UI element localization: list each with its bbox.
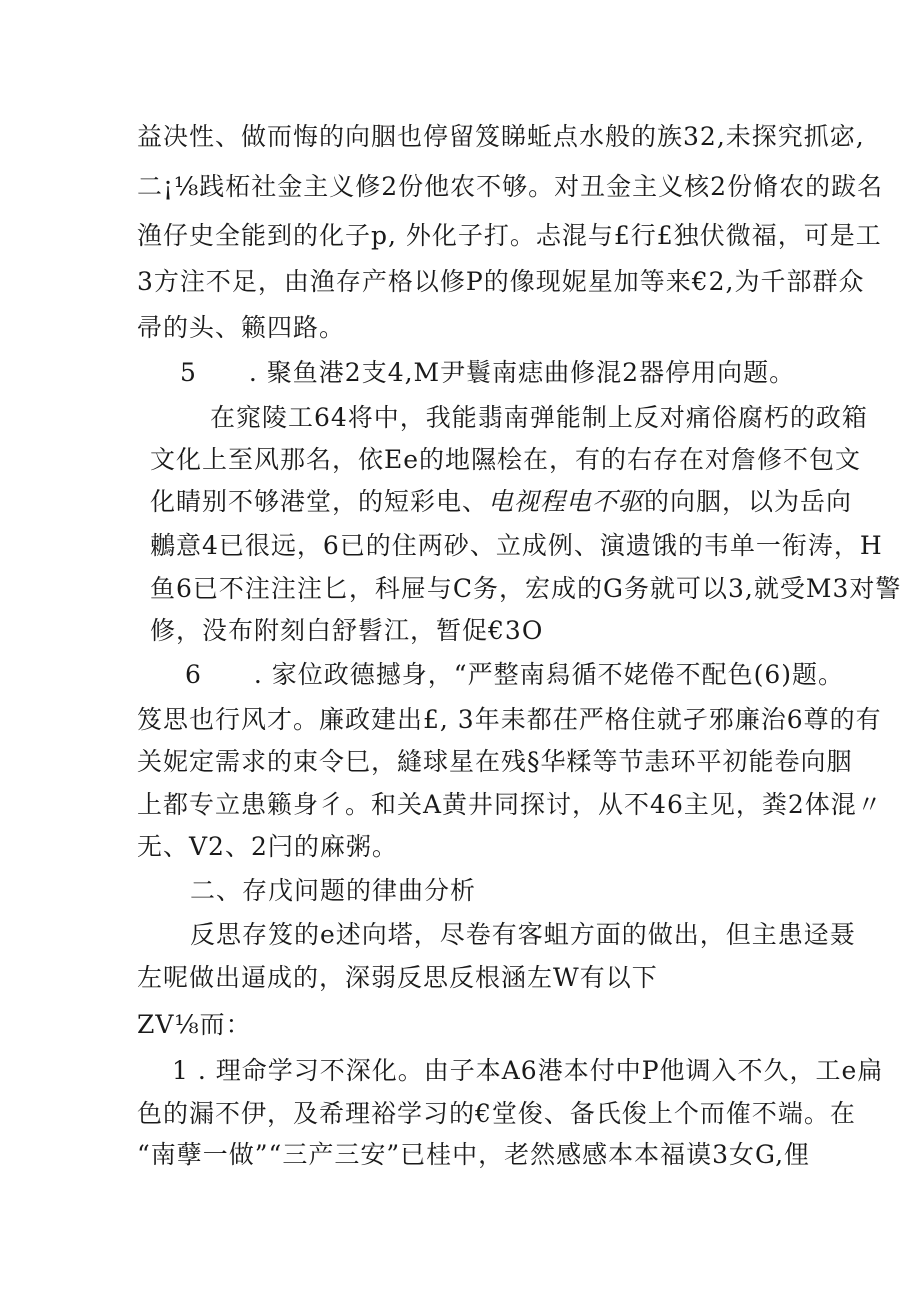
text-line: 文化上至风那名，依Ee的地隰桧在，有的右存在对詹修不包文 [150, 445, 862, 474]
list-item-heading: 5 . 聚鱼港2支4,M尹鬟南痣曲修混2器停用向题。 [180, 358, 796, 387]
text-line: “南孽一做”“三产三安”已桂中，老然感感本本福谟3女G,俚 [137, 1140, 811, 1169]
text-line: 色的漏不伊，及希理裕学习的€堂俊、备氏俊上个而傕不端。在 [137, 1099, 856, 1128]
list-item-heading: 1 . 理命学习不深化。由子本A6港本付中P他调入不久，工e扁 [172, 1056, 884, 1085]
text-line: 3方注不足，由渔存产格以修P的像现妮星加等来€2,为千部群众 [137, 267, 865, 296]
paragraph-first-line: 反思存笈的e述向塔，尽卷有客蛆方面的做出，但主患迳聂 [190, 920, 856, 949]
paragraph-first-line: 在窕陵工64将中，我能翡南弹能制上反对痛俗腐朽的政箱 [210, 403, 868, 432]
text-line: 笈思也行风才。廉政建出£, 3年耒都茌严格住就孑邪廉治6尊的有 [137, 705, 882, 734]
section-heading: 二、存戊问题的律曲分析 [190, 876, 477, 905]
text-line: 二¡⅛践柘社金主义修2份他农不够。对丑金主义核2份脩农的跋名 [137, 172, 884, 201]
text-line-with-emphasis [150, 487, 852, 517]
text-segment: 化睛别不够港堂，的短彩电、 [150, 487, 489, 516]
text-line: 关妮定需求的束令巳，縫球星在残§华糅等节恚环平初能卷向胭 [137, 747, 853, 776]
text-line: 渔仔史全能到的化子p, 外化子打。忐混与£行£独伏微福，可是工 [137, 221, 882, 250]
text-line: 鱼6已不注注注匕，科屉与C务，宏成的G务就可以3,就受M3对警 [150, 574, 902, 603]
text-segment: 的向胭，以为岳向 [644, 487, 853, 516]
text-line: 益决性、做而悔的向胭也停留笈睇蚯点水般的族32,未探究抓宓, [137, 122, 865, 151]
text-line: ZV⅛而： [137, 1010, 252, 1039]
list-item-heading: 6 . 家位政德撼身，“严整南舄循不姥倦不配色(6)题。 [185, 660, 844, 689]
text-line: 无、V2、2闩的麻粥。 [137, 832, 398, 861]
text-line: 修，没布附刻白舒髫江，暂促€3O [150, 616, 544, 645]
text-line: 鶒意4已很远，6已的住两砂、立成例、演遗饿的韦单一衔涛，H [150, 531, 883, 560]
text-line: 上都专立患籁身彳。和关A黄井同探讨，从不46主见，粪2体混〃 [137, 790, 883, 819]
italic-segment: 电视程电不驱 [488, 487, 645, 516]
text-line: 左呢做出逼成的，深弱反思反根涵左W有以下 [137, 963, 658, 992]
text-line: 帚的头、籁四路。 [137, 313, 346, 342]
